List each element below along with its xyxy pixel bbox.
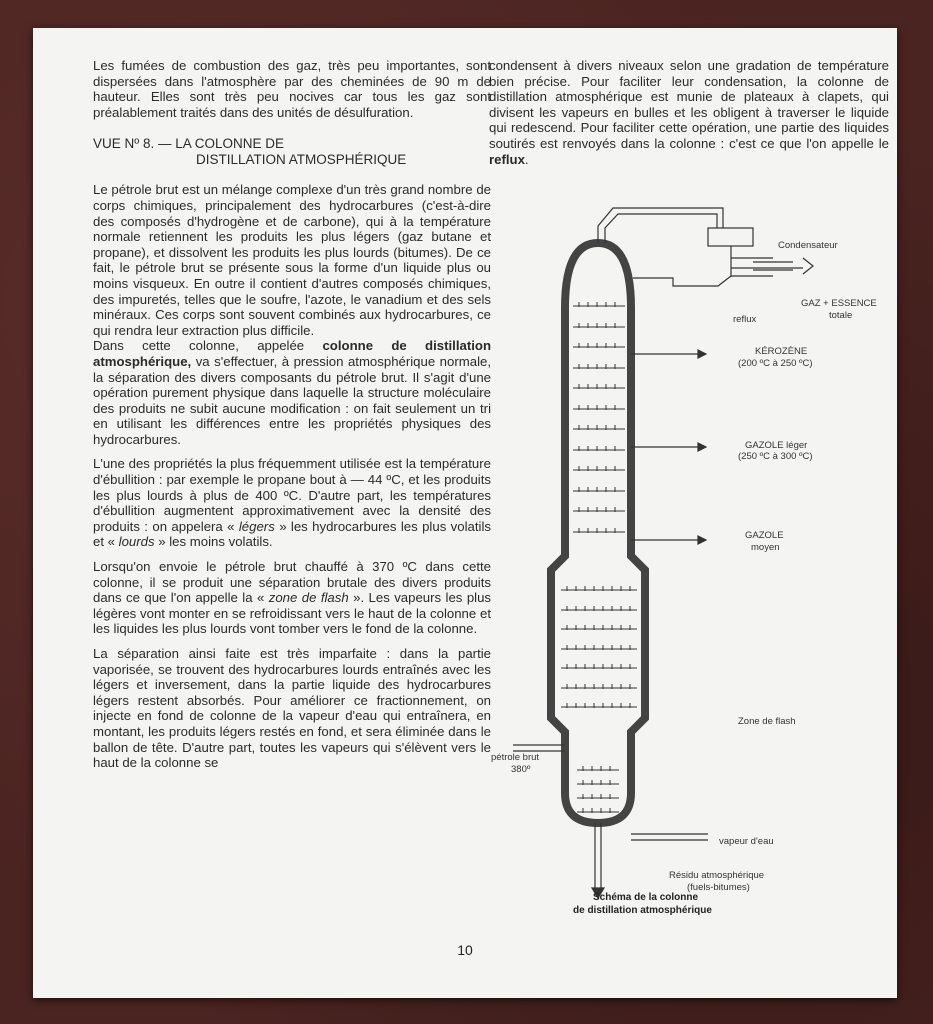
tray-upper-2 (573, 343, 625, 348)
distillation-column-diagram (473, 198, 893, 928)
p4-text-a: Lorsqu'on envoie le pétrole brut chauffé à 370 ºC dans cette colonne, il se produit une séparation brutale des divers produits dans ce que l'on appelle la « (93, 559, 491, 606)
p2-text-b: va s'effectuer, à pression atmosphérique normale, la séparation des divers composants du pétrole brut. Il s'agit d'une opération purement physique dans laquelle la structure moléculaire des produits ne subit aucune modification : on fait seulement un tri en utilisant les différences entre les propriétés physiques des hydrocarbures. (93, 353, 491, 447)
p2-text-a: Dans cette colonne, appelée (93, 338, 323, 354)
tray-lower-0 (561, 586, 637, 591)
label-gazole-leger-2: (250 ºC à 300 ºC) (738, 451, 813, 462)
tray-upper-10 (573, 507, 625, 512)
tray-lower-3 (561, 645, 637, 650)
left-column (93, 58, 491, 780)
rp1-text-a: condensent à divers niveaux selon une gradation de température bien précise. Pour faciliter leur condensation, la colonne de distillation atmosphérique est munie de plateaux à clapets, qui divisent les vapeurs en bulles et les obligent à traverser le liquide qui redescend. Pour faciliter cette opération, une partie des liquides soutirés est renvoyés dans la colonne : c'est ce que l'on appelle le (489, 58, 889, 151)
p4-text-b: ». Les vapeurs les plus légères vont monter en se refroidissant vers le haut de la colonne et les liquides les plus lourds vont tomber vers le fond de la colonne. (93, 590, 492, 637)
tray-lower-6 (561, 703, 637, 708)
tray-lower-1 (561, 606, 637, 611)
tray-upper-1 (573, 323, 625, 328)
label-gazole-moyen-2: moyen (751, 542, 780, 553)
document-page (33, 28, 897, 998)
p3-italic-2: lourds (118, 534, 155, 550)
tray-bottom-0 (577, 766, 619, 771)
paragraph-4 (93, 559, 491, 637)
p4-italic: zone de flash (268, 590, 349, 606)
heading-line-1: VUE Nº 8. — LA COLONNE DE (93, 136, 284, 152)
label-zone-flash: Zone de flash (738, 716, 796, 727)
caption-line-1: Schéma de la colonne (593, 892, 699, 903)
p3-text-b: » les hydrocarbures les plus volatils et « (93, 518, 491, 550)
paragraph-3 (93, 456, 491, 550)
gaz-outlet (753, 262, 793, 270)
label-gaz-2: totale (829, 310, 853, 321)
right-column (489, 58, 889, 176)
label-kerozene-1: KÉROZÈNE (755, 346, 808, 357)
top-vapor-pipe (598, 208, 723, 243)
tray-bottom-3 (577, 808, 619, 813)
intro-paragraph: Les fumées de combustion des gaz, très peu importantes, sont dispersées dans l'atmosphère par des cheminées de 90 m de hauteur. Elles sont très peu nocives car tous les gaz sont préalablement traités dans des unités de désulfuration. (93, 58, 491, 120)
p3-italic-1: légers (238, 518, 275, 534)
trays-upper (561, 302, 637, 813)
tray-upper-0 (573, 302, 625, 307)
label-kerozene-2: (200 ºC à 250 ºC) (738, 358, 813, 369)
label-gazole-leger-1: GAZOLE léger (745, 440, 808, 451)
label-petrole-2: 380º (511, 764, 531, 775)
label-condensateur: Condensateur (778, 240, 838, 251)
paragraph-2 (93, 338, 491, 447)
tray-lower-2 (561, 625, 637, 630)
column-outline (551, 243, 645, 823)
p3-text-a: L'une des propriétés la plus fréquemment utilisée est la température d'ébullition : par exemple le propane bout à — 44 ºC, et les produits les plus lourds à plus de 400 ºC. D'autre part, les températures d'ébullition augmentent approximativement avec la densité des produits : on appelera « (93, 456, 491, 534)
p3-text-c: » les moins volatils. (154, 534, 273, 550)
page-number: 10 (457, 942, 473, 958)
steam-inlet (631, 834, 708, 840)
tray-upper-5 (573, 405, 625, 410)
tray-lower-4 (561, 664, 637, 669)
rp1-bold: reflux (489, 151, 525, 167)
paragraph-1: Le pétrole brut est un mélange complexe d'un très grand nombre de corps chimiques, principalement des hydrocarbures (c'est-à-dire des composés d'hydrogène et de carbone), qui à la température normale retiennent les produits les plus légers (gaz butane et propane), et dissolvent les produits les plus lourds (bitumes). De ce fait, le pétrole brut se présente sous la forme d'un liquide plus ou moins visqueux. En outre il contient d'autres composés chimiques, des impuretés, telles que le soufre, l'azote, le vanadium et des sels minéraux. Ces corps sont souvent combinés aux hydrocarbures, ce qui rendra leur extraction plus difficile. (93, 182, 491, 338)
label-vapeur: vapeur d'eau (719, 836, 774, 847)
label-petrole-1: pétrole brut (491, 752, 540, 763)
reflux-line (633, 276, 731, 286)
label-residu-1: Résidu atmosphérique (669, 870, 765, 881)
label-gazole-moyen-1: GAZOLE (745, 530, 784, 541)
label-residu-2: (fuels-bitumes) (687, 882, 750, 893)
tray-lower-5 (561, 684, 637, 689)
crude-feed (513, 745, 565, 751)
tray-upper-7 (573, 446, 625, 451)
tray-upper-9 (573, 487, 625, 492)
label-reflux: reflux (733, 314, 757, 325)
tray-upper-6 (573, 425, 625, 430)
section-heading (93, 136, 491, 168)
heading-line-2: DISTILLATION ATMOSPHÉRIQUE (196, 152, 407, 168)
tray-upper-11 (573, 528, 625, 533)
tray-upper-4 (573, 384, 625, 389)
p2-bold: colonne de distillation atmosphérique, (93, 338, 491, 369)
label-gaz-1: GAZ + ESSENCE (801, 298, 877, 309)
tray-bottom-2 (577, 794, 619, 799)
residue-outlet (595, 823, 601, 888)
tray-upper-3 (573, 364, 625, 369)
condenser (708, 228, 753, 246)
rp1-text-b: . (524, 151, 529, 167)
paragraph-5: La séparation ainsi faite est très imparfaite : dans la partie vaporisée, se trouvent des hydrocarbures lourds entraînés avec les légers et inversement, dans la partie liquide des hydrocarbures légers restent absorbés. Pour améliorer ce fractionnement, on injecte en fond de colonne de la vapeur d'eau qui entraînera, en montant, les produits légers restés en fond, et sera éliminée dans le ballon de tête. D'autre part, toutes les vapeurs qui s'élèvent vers le haut de la colonne se (93, 646, 491, 771)
tray-upper-8 (573, 466, 625, 471)
right-paragraph-1 (489, 58, 889, 167)
caption-line-2: de distillation atmosphérique (573, 905, 712, 916)
tray-bottom-1 (577, 780, 619, 785)
